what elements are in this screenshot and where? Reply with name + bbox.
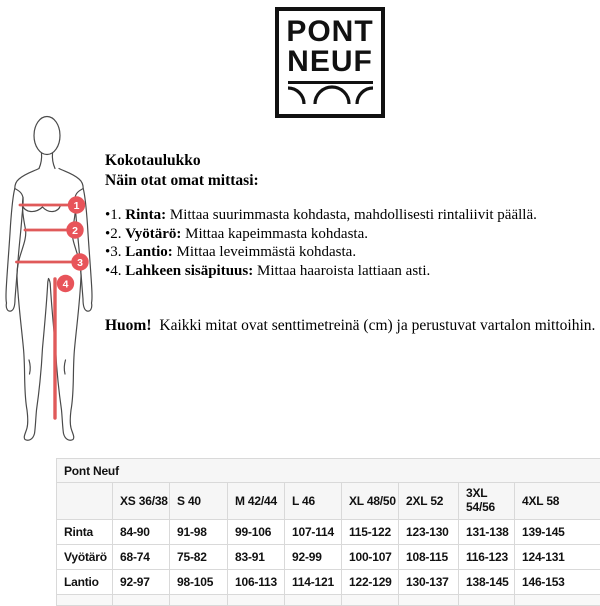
body-measurement-figure <box>2 110 104 450</box>
marker-3-number: 3 <box>77 257 83 269</box>
figure-outline <box>6 117 92 441</box>
size-value-cell: 75-82 <box>170 544 228 569</box>
size-value-cell: 130-137 <box>399 569 459 594</box>
section-subtitle: Näin otat omat mittasi: <box>105 171 599 191</box>
table-row <box>57 544 600 569</box>
bridge-arches-icon <box>288 85 373 106</box>
marker-1-number: 1 <box>74 200 80 212</box>
size-column-header: L 46 <box>285 483 342 520</box>
size-value-cell: 91-98 <box>170 519 228 544</box>
size-value-cell: 106-113 <box>228 569 285 594</box>
size-column-header <box>57 483 113 520</box>
instruction-item: •4. Lahkeen sisäpituus: Mittaa haaroista lattiaan asti. <box>105 262 599 281</box>
size-table-section <box>56 458 600 606</box>
size-value-cell: 138-145 <box>459 569 515 594</box>
size-column-header: 4XL 58 <box>515 483 600 520</box>
size-value-cell: 84-90 <box>113 519 170 544</box>
measurement-markers <box>57 196 89 292</box>
measurement-note <box>105 317 599 335</box>
size-column-header: S 40 <box>170 483 228 520</box>
figure-head <box>34 117 60 155</box>
size-value-cell: 115-122 <box>342 519 399 544</box>
size-value-cell: 107-114 <box>285 519 342 544</box>
size-value-cell: 122-129 <box>342 569 399 594</box>
size-column-header: M 42/44 <box>228 483 285 520</box>
size-value-cell: 98-105 <box>170 569 228 594</box>
size-value-cell: 131-138 <box>459 519 515 544</box>
instruction-item: •1. Rinta: Mittaa suurimmasta kohdasta, mahdollisesti rintaliivit päällä. <box>105 206 599 225</box>
size-column-header: XS 36/38 <box>113 483 170 520</box>
size-value-cell: 139-145 <box>515 519 600 544</box>
pont-neuf-logo <box>275 7 385 118</box>
note-text: Kaikki mitat ovat senttimetreinä (cm) ja perustuvat vartalon mittoihin. <box>159 317 595 334</box>
instruction-item: •2. Vyötärö: Mittaa kapeimmasta kohdasta. <box>105 225 599 244</box>
size-value-cell: 124-131 <box>515 544 600 569</box>
size-value-cell: 92-97 <box>113 569 170 594</box>
marker-4-number: 4 <box>63 278 69 290</box>
size-column-header: 2XL 52 <box>399 483 459 520</box>
measure-row-label: Rinta <box>57 519 113 544</box>
size-value-cell: 92-99 <box>285 544 342 569</box>
size-value-cell: 99-106 <box>228 519 285 544</box>
table-row <box>57 519 600 544</box>
size-value-cell: 68-74 <box>113 544 170 569</box>
marker-2-number: 2 <box>72 225 78 237</box>
size-value-cell: 123-130 <box>399 519 459 544</box>
size-value-cell: 146-153 <box>515 569 600 594</box>
logo-divider <box>288 81 373 84</box>
measurement-instructions-list <box>105 206 599 280</box>
measure-row-label: Lantio <box>57 569 113 594</box>
size-column-header: 3XL 54/56 <box>459 483 515 520</box>
table-title: Pont Neuf <box>57 459 600 483</box>
size-value-cell: 116-123 <box>459 544 515 569</box>
size-column-header: XL 48/50 <box>342 483 399 520</box>
figure-left-arm <box>6 189 23 312</box>
instruction-item: •3. Lantio: Mittaa leveimmästä kohdasta. <box>105 243 599 262</box>
measure-row-label: Vyötärö <box>57 544 113 569</box>
size-chart-table <box>56 458 600 606</box>
section-title: Kokotaulukko <box>105 151 599 171</box>
size-value-cell: 83-91 <box>228 544 285 569</box>
size-value-cell: 114-121 <box>285 569 342 594</box>
logo-word-pont: PONT <box>286 17 373 47</box>
note-label: Huom! <box>105 317 152 334</box>
instructions-section <box>105 151 599 335</box>
size-value-cell: 100-107 <box>342 544 399 569</box>
size-value-cell: 108-115 <box>399 544 459 569</box>
logo-word-neuf: NEUF <box>287 47 373 77</box>
table-row <box>57 569 600 594</box>
